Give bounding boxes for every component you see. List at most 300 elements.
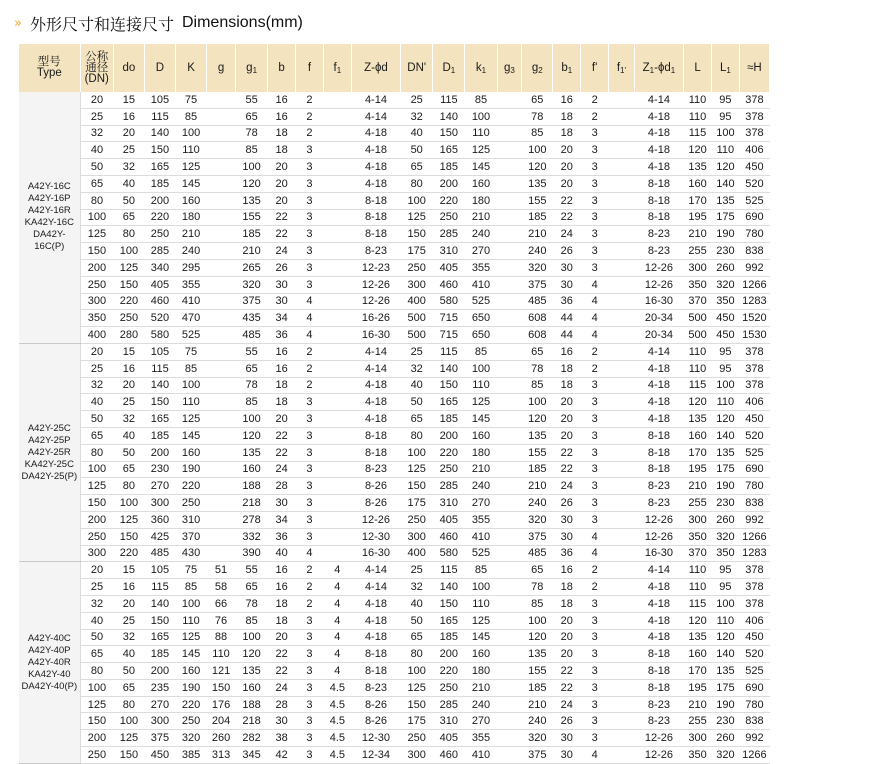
table-cell: 3 xyxy=(581,730,609,747)
table-cell: 85 xyxy=(176,579,207,596)
table-cell: 250 xyxy=(176,713,207,730)
table-cell: 1530 xyxy=(739,327,769,344)
table-cell: 185 xyxy=(433,629,465,646)
table-cell: 55 xyxy=(236,343,268,360)
table-cell xyxy=(497,696,522,713)
table-cell: 175 xyxy=(401,495,433,512)
table-cell: 450 xyxy=(711,327,739,344)
table-cell: 100 xyxy=(176,377,207,394)
table-cell: 100 xyxy=(401,192,433,209)
table-cell: 165 xyxy=(433,612,465,629)
table-cell xyxy=(207,495,236,512)
table-row xyxy=(19,629,770,646)
table-cell: 4 xyxy=(323,629,351,646)
table-cell: 313 xyxy=(207,747,236,764)
table-cell: 115 xyxy=(144,360,175,377)
table-cell: 20 xyxy=(268,411,296,428)
table-cell: 25 xyxy=(401,92,433,108)
table-cell: 190 xyxy=(176,679,207,696)
table-cell xyxy=(609,327,635,344)
table-cell: 160 xyxy=(465,175,497,192)
table-cell: 3 xyxy=(296,394,324,411)
table-cell: 75 xyxy=(176,343,207,360)
table-cell: 4 xyxy=(581,528,609,545)
table-cell: 135 xyxy=(522,427,553,444)
table-cell: 3 xyxy=(296,209,324,226)
table-cell xyxy=(609,92,635,108)
table-cell: 50 xyxy=(401,142,433,159)
column-header-k1: $k_1$ xyxy=(465,44,497,92)
table-cell: 3 xyxy=(296,411,324,428)
table-cell: 8-26 xyxy=(351,696,400,713)
table-cell: 255 xyxy=(684,713,712,730)
table-cell: 155 xyxy=(522,663,553,680)
table-cell xyxy=(207,192,236,209)
table-cell: 40 xyxy=(113,646,144,663)
table-cell: 378 xyxy=(739,595,769,612)
table-cell xyxy=(609,377,635,394)
table-cell: 375 xyxy=(522,747,553,764)
table-cell xyxy=(609,646,635,663)
table-cell: 78 xyxy=(236,377,268,394)
table-cell: 204 xyxy=(207,713,236,730)
table-cell: 20 xyxy=(553,646,581,663)
table-cell: 992 xyxy=(739,259,769,276)
table-cell: 400 xyxy=(80,327,113,344)
table-cell xyxy=(207,411,236,428)
table-cell: 3 xyxy=(296,427,324,444)
table-cell: 350 xyxy=(711,293,739,310)
table-cell: 400 xyxy=(401,545,433,562)
table-cell: 145 xyxy=(176,427,207,444)
table-cell: 18 xyxy=(268,394,296,411)
table-cell: 3 xyxy=(581,175,609,192)
table-cell: 3 xyxy=(581,511,609,528)
table-cell: 20 xyxy=(553,612,581,629)
table-cell: 250 xyxy=(433,679,465,696)
table-cell: 160 xyxy=(176,192,207,209)
table-cell: 32 xyxy=(113,629,144,646)
table-cell: 3 xyxy=(581,427,609,444)
table-cell: 8-18 xyxy=(351,646,400,663)
table-cell xyxy=(207,226,236,243)
table-cell: 12-26 xyxy=(351,276,400,293)
table-cell: 100 xyxy=(401,444,433,461)
table-cell: 2 xyxy=(296,360,324,377)
table-cell: 188 xyxy=(236,478,268,495)
table-cell: 85 xyxy=(236,394,268,411)
table-cell: 285 xyxy=(433,226,465,243)
column-header-f1p: $f_{1'}$ xyxy=(609,44,635,92)
table-cell xyxy=(609,579,635,596)
table-cell: 125 xyxy=(113,730,144,747)
table-cell: 175 xyxy=(401,243,433,260)
table-cell xyxy=(323,175,351,192)
table-cell: 20 xyxy=(80,562,113,579)
table-cell: 12-23 xyxy=(351,259,400,276)
table-cell: 520 xyxy=(739,175,769,192)
table-cell: 250 xyxy=(401,259,433,276)
table-cell: 8-18 xyxy=(351,226,400,243)
table-row xyxy=(19,159,770,176)
table-cell xyxy=(323,310,351,327)
table-cell: 38 xyxy=(268,730,296,747)
table-cell: 8-18 xyxy=(634,679,683,696)
table-cell: 345 xyxy=(236,747,268,764)
table-cell: 135 xyxy=(236,663,268,680)
table-cell: 65 xyxy=(236,360,268,377)
table-cell xyxy=(323,511,351,528)
table-cell: 160 xyxy=(176,444,207,461)
table-cell xyxy=(609,226,635,243)
table-cell: 460 xyxy=(144,293,175,310)
table-cell: 80 xyxy=(113,696,144,713)
table-cell: 65 xyxy=(236,108,268,125)
table-cell: 4.5 xyxy=(323,747,351,764)
table-cell: 185 xyxy=(433,159,465,176)
table-cell xyxy=(323,276,351,293)
table-cell: 580 xyxy=(433,545,465,562)
table-cell: 240 xyxy=(465,478,497,495)
table-cell xyxy=(207,259,236,276)
table-cell: 3 xyxy=(296,276,324,293)
table-cell xyxy=(207,92,236,108)
table-cell xyxy=(609,243,635,260)
table-cell: 85 xyxy=(465,562,497,579)
table-cell: 150 xyxy=(113,276,144,293)
table-cell: 282 xyxy=(236,730,268,747)
table-cell: 150 xyxy=(80,243,113,260)
table-cell: 3 xyxy=(296,175,324,192)
table-cell: 75 xyxy=(176,562,207,579)
table-cell: 100 xyxy=(465,360,497,377)
table-cell: 115 xyxy=(684,595,712,612)
table-cell: 1520 xyxy=(739,310,769,327)
table-cell: 4-14 xyxy=(351,343,400,360)
table-cell: 300 xyxy=(80,293,113,310)
table-cell: 250 xyxy=(80,528,113,545)
table-cell: 50 xyxy=(401,394,433,411)
table-cell: 405 xyxy=(433,511,465,528)
table-cell: 20 xyxy=(80,92,113,108)
table-cell: 125 xyxy=(465,394,497,411)
table-cell: 22 xyxy=(553,663,581,680)
table-cell: 170 xyxy=(684,444,712,461)
table-cell: 650 xyxy=(465,327,497,344)
table-cell xyxy=(323,545,351,562)
table-cell xyxy=(207,327,236,344)
table-cell: 210 xyxy=(176,226,207,243)
table-cell: 270 xyxy=(465,495,497,512)
table-cell: 3 xyxy=(581,461,609,478)
table-cell: 2 xyxy=(296,343,324,360)
table-row xyxy=(19,713,770,730)
table-cell xyxy=(609,360,635,377)
table-cell: 20 xyxy=(553,427,581,444)
table-cell xyxy=(207,343,236,360)
table-cell xyxy=(207,293,236,310)
table-cell: 500 xyxy=(401,310,433,327)
table-cell: 715 xyxy=(433,327,465,344)
table-cell: 145 xyxy=(176,175,207,192)
table-cell: 95 xyxy=(711,343,739,360)
table-cell: 125 xyxy=(176,411,207,428)
table-cell: 3 xyxy=(581,696,609,713)
table-cell: 55 xyxy=(236,562,268,579)
table-cell: 3 xyxy=(581,646,609,663)
table-cell: 240 xyxy=(522,243,553,260)
table-cell: 140 xyxy=(433,579,465,596)
table-cell: 16 xyxy=(268,562,296,579)
table-cell: 20 xyxy=(268,629,296,646)
table-cell xyxy=(497,562,522,579)
table-cell: 140 xyxy=(433,108,465,125)
table-cell: 4-18 xyxy=(634,579,683,596)
table-cell xyxy=(323,411,351,428)
table-cell: 300 xyxy=(401,747,433,764)
table-cell: 210 xyxy=(465,679,497,696)
table-cell: 18 xyxy=(268,142,296,159)
table-cell xyxy=(609,142,635,159)
table-cell: 80 xyxy=(401,646,433,663)
table-cell xyxy=(497,411,522,428)
table-cell: 20 xyxy=(553,629,581,646)
table-cell: 25 xyxy=(80,108,113,125)
table-cell: 100 xyxy=(711,377,739,394)
table-cell: 120 xyxy=(711,159,739,176)
table-cell: 85 xyxy=(522,125,553,142)
table-cell: 65 xyxy=(80,175,113,192)
table-cell xyxy=(497,159,522,176)
table-cell xyxy=(323,444,351,461)
table-cell: 145 xyxy=(465,411,497,428)
table-cell: 185 xyxy=(522,679,553,696)
table-cell: 200 xyxy=(144,663,175,680)
table-cell: 140 xyxy=(433,360,465,377)
table-cell: 100 xyxy=(236,411,268,428)
table-cell: 8-18 xyxy=(634,192,683,209)
table-cell: 18 xyxy=(268,125,296,142)
table-cell: 32 xyxy=(113,159,144,176)
table-cell: 3 xyxy=(581,595,609,612)
table-cell: 210 xyxy=(522,226,553,243)
table-row xyxy=(19,511,770,528)
table-cell: 410 xyxy=(176,293,207,310)
table-cell: 150 xyxy=(113,528,144,545)
table-cell: 65 xyxy=(522,343,553,360)
table-cell: 22 xyxy=(553,679,581,696)
table-cell: 195 xyxy=(684,679,712,696)
table-cell: 400 xyxy=(401,293,433,310)
table-row xyxy=(19,360,770,377)
table-cell xyxy=(609,343,635,360)
table-cell: 85 xyxy=(522,595,553,612)
table-cell: 4-14 xyxy=(351,108,400,125)
table-cell: 110 xyxy=(176,612,207,629)
table-cell: 8-23 xyxy=(351,679,400,696)
table-cell: 150 xyxy=(401,226,433,243)
table-cell: 135 xyxy=(522,646,553,663)
table-cell: 690 xyxy=(739,209,769,226)
table-cell: 16 xyxy=(553,92,581,108)
table-cell: 8-23 xyxy=(634,226,683,243)
table-cell xyxy=(323,92,351,108)
table-cell: 22 xyxy=(268,444,296,461)
table-cell: 25 xyxy=(80,579,113,596)
table-cell: 30 xyxy=(553,730,581,747)
table-cell: 80 xyxy=(401,175,433,192)
table-cell: 120 xyxy=(711,411,739,428)
table-cell xyxy=(609,713,635,730)
table-cell: 150 xyxy=(144,394,175,411)
table-cell: 20 xyxy=(113,377,144,394)
table-cell: 16-30 xyxy=(351,545,400,562)
table-cell: 160 xyxy=(684,175,712,192)
chevron-right-icon: » xyxy=(14,15,22,31)
table-cell xyxy=(323,192,351,209)
table-cell: 150 xyxy=(401,696,433,713)
table-cell xyxy=(323,461,351,478)
table-cell: 200 xyxy=(144,192,175,209)
table-cell: 255 xyxy=(684,243,712,260)
table-cell: 3 xyxy=(581,259,609,276)
table-cell: 350 xyxy=(80,310,113,327)
table-cell: 350 xyxy=(684,528,712,545)
table-cell: 16 xyxy=(268,108,296,125)
table-cell: 525 xyxy=(739,192,769,209)
table-cell: 20-34 xyxy=(634,327,683,344)
table-cell: 1266 xyxy=(739,276,769,293)
table-cell: 100 xyxy=(522,142,553,159)
table-cell: 425 xyxy=(144,528,175,545)
table-cell: 150 xyxy=(80,713,113,730)
table-cell xyxy=(609,125,635,142)
table-cell: 12-26 xyxy=(634,259,683,276)
table-cell: 8-23 xyxy=(634,478,683,495)
table-cell xyxy=(609,310,635,327)
table-cell xyxy=(207,511,236,528)
table-cell xyxy=(207,394,236,411)
table-row xyxy=(19,259,770,276)
table-cell: 4 xyxy=(323,646,351,663)
table-cell: 12-26 xyxy=(634,730,683,747)
table-cell xyxy=(497,713,522,730)
table-cell: 240 xyxy=(176,243,207,260)
column-header-g2: $g_2$ xyxy=(522,44,553,92)
column-header-h: ≈H xyxy=(739,44,769,92)
table-cell: 4.5 xyxy=(323,713,351,730)
table-cell: 285 xyxy=(144,243,175,260)
table-cell xyxy=(497,125,522,142)
table-cell: 410 xyxy=(465,276,497,293)
table-cell: 12-30 xyxy=(351,528,400,545)
table-cell: 4 xyxy=(296,310,324,327)
table-row xyxy=(19,343,770,360)
table-row xyxy=(19,293,770,310)
table-cell: 78 xyxy=(522,360,553,377)
table-cell: 12-26 xyxy=(634,276,683,293)
table-cell: 85 xyxy=(522,377,553,394)
table-cell: 8-23 xyxy=(634,243,683,260)
table-cell: 410 xyxy=(465,528,497,545)
table-cell: 95 xyxy=(711,108,739,125)
table-cell: 8-18 xyxy=(351,444,400,461)
table-cell: 175 xyxy=(711,209,739,226)
table-cell: 355 xyxy=(465,259,497,276)
table-cell xyxy=(207,427,236,444)
table-cell: 8-18 xyxy=(634,646,683,663)
table-body xyxy=(19,92,770,763)
table-cell: 18 xyxy=(553,377,581,394)
table-cell: 4-18 xyxy=(634,629,683,646)
table-cell xyxy=(609,663,635,680)
table-cell: 350 xyxy=(684,747,712,764)
table-cell: 120 xyxy=(684,612,712,629)
table-cell xyxy=(497,377,522,394)
table-cell: 24 xyxy=(553,226,581,243)
table-cell xyxy=(323,108,351,125)
table-cell: 4-18 xyxy=(351,377,400,394)
table-cell: 385 xyxy=(176,747,207,764)
table-cell: 300 xyxy=(144,495,175,512)
table-cell: 715 xyxy=(433,310,465,327)
table-cell: 65 xyxy=(401,159,433,176)
table-cell: 500 xyxy=(684,327,712,344)
table-cell: 3 xyxy=(296,461,324,478)
table-cell: 210 xyxy=(522,478,553,495)
table-cell: 20 xyxy=(553,394,581,411)
table-cell xyxy=(497,595,522,612)
table-cell: 4-18 xyxy=(351,175,400,192)
table-cell: 15 xyxy=(113,92,144,108)
table-cell: 16 xyxy=(113,579,144,596)
table-cell xyxy=(207,528,236,545)
table-cell: 378 xyxy=(739,343,769,360)
table-cell: 190 xyxy=(711,696,739,713)
table-cell: 3 xyxy=(296,495,324,512)
table-cell: 580 xyxy=(433,293,465,310)
table-cell: 3 xyxy=(296,629,324,646)
table-cell: 485 xyxy=(144,545,175,562)
table-cell: 8-23 xyxy=(634,713,683,730)
table-cell: 4-18 xyxy=(351,394,400,411)
table-cell: 175 xyxy=(401,713,433,730)
table-row xyxy=(19,528,770,545)
table-cell: 25 xyxy=(401,562,433,579)
table-cell: 300 xyxy=(80,545,113,562)
table-cell xyxy=(497,646,522,663)
table-cell: 4-18 xyxy=(634,125,683,142)
column-header-g3: $g_3$ xyxy=(497,44,522,92)
table-cell: 4-18 xyxy=(351,159,400,176)
table-cell: 170 xyxy=(684,192,712,209)
table-cell xyxy=(609,629,635,646)
table-cell: 50 xyxy=(113,663,144,680)
table-cell xyxy=(609,411,635,428)
table-cell: 65 xyxy=(113,679,144,696)
table-cell: 260 xyxy=(711,259,739,276)
table-cell: 200 xyxy=(80,511,113,528)
table-cell: 8-18 xyxy=(634,461,683,478)
column-header-b: b xyxy=(268,44,296,92)
table-cell xyxy=(207,310,236,327)
table-cell: 125 xyxy=(465,142,497,159)
table-cell: 85 xyxy=(465,92,497,108)
table-cell: 40 xyxy=(80,142,113,159)
table-cell: 22 xyxy=(268,209,296,226)
table-cell: 2 xyxy=(296,595,324,612)
table-cell: 185 xyxy=(522,461,553,478)
